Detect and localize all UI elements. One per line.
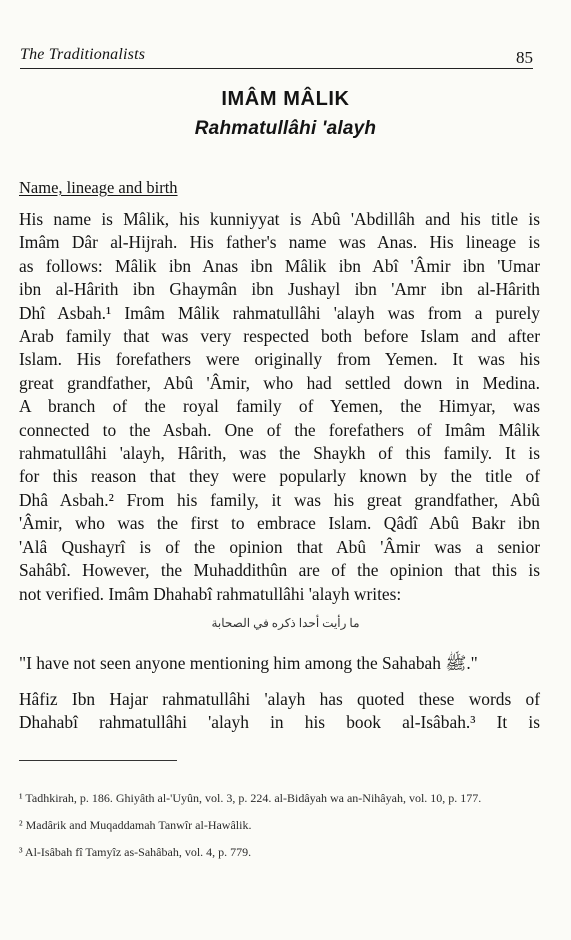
- chapter-title: IMÂM MÂLIK: [221, 88, 350, 110]
- page-header: [20, 46, 533, 69]
- body-line: Dhahabî rahmatullâhi 'alayh in his book al-Isâbah.³ It is: [19, 712, 540, 733]
- footnote-item: ² Madârik and Muqaddamah Tanwîr al-Hawâlik.: [19, 818, 252, 832]
- footnote-item: ¹ Tadhkirah, p. 186. Ghiyâth al-'Uyûn, vol. 3, p. 224. al-Bidâyah wa an-Nihâyah, vol. 10, p. 177.: [19, 791, 482, 805]
- running-head: The Traditionalists: [20, 46, 146, 63]
- body-line: not verified. Imâm Dhahabî rahmatullâhi 'alayh writes:: [19, 583, 402, 604]
- translated-quote: "I have not seen anyone mentioning him among the Sahabah ﷺ.": [19, 653, 478, 673]
- body-line: Dhâ Asbah.² From his family, it was his great grandfather, Abû: [19, 489, 540, 510]
- footnote-item: ³ Al-Isâbah fî Tamyîz as-Sahâbah, vol. 4, p. 779.: [19, 845, 252, 859]
- section-heading: Name, lineage and birth: [19, 178, 178, 197]
- body-line: Sahâbî. However, the Muhaddithûn are of the opinion that this is: [19, 560, 540, 581]
- body-line: A branch of the royal family of Yemen, the Himyar, was: [19, 396, 540, 417]
- body-paragraph: [19, 208, 540, 606]
- body-paragraph-2: [19, 688, 540, 735]
- body-line: as follows: Mâlik ibn Anas ibn Mâlik ibn Abî 'Âmir ibn 'Umar: [19, 255, 540, 276]
- body-line: His name is Mâlik, his kunniyyat is Abû 'Abdillâh and his title is: [19, 209, 540, 229]
- arabic-quote: ما رأيت أحدا ذكره في الصحابة: [211, 616, 360, 630]
- body-line: Islam. His forefathers were originally from Yemen. It was his: [19, 349, 540, 370]
- body-line: Dhî Asbah.¹ Imâm Mâlik rahmatullâhi 'alayh was from a purely: [19, 302, 540, 323]
- body-line: connected to the Asbah. One of the forefathers of Imâm Mâlik: [19, 419, 540, 440]
- body-line: ibn al-Hârith ibn Ghaymân ibn Jushayl ibn 'Amr ibn al-Hârith: [19, 279, 540, 300]
- footnotes: [19, 790, 540, 871]
- body-line: Hâfiz Ibn Hajar rahmatullâhi 'alayh has quoted these words of: [19, 689, 540, 709]
- body-line: rahmatullâhi 'alayh, Hârith, was the Shaykh of this family. It is: [19, 443, 540, 464]
- body-line: 'Âmir, who was the first to embrace Islam. Qâdî Abû Bakr ibn: [19, 513, 540, 534]
- page-number: 85: [516, 48, 533, 67]
- body-line: 'Alâ Qushayrî is of the opinion that Abû 'Âmir was a senior: [19, 536, 540, 557]
- footnote-divider: [19, 760, 177, 761]
- body-line: Imâm Dâr al-Hijrah. His father's name was Anas. His lineage is: [19, 232, 540, 253]
- body-line: Arab family that was very respected both before Islam and after: [19, 326, 540, 347]
- body-line: for this reason that they were popularly known by the title of: [19, 466, 540, 487]
- body-line: great grandfather, Abû 'Âmir, who had settled down in Medina.: [19, 372, 540, 393]
- chapter-subtitle: Rahmatullâhi 'alayh: [194, 118, 377, 139]
